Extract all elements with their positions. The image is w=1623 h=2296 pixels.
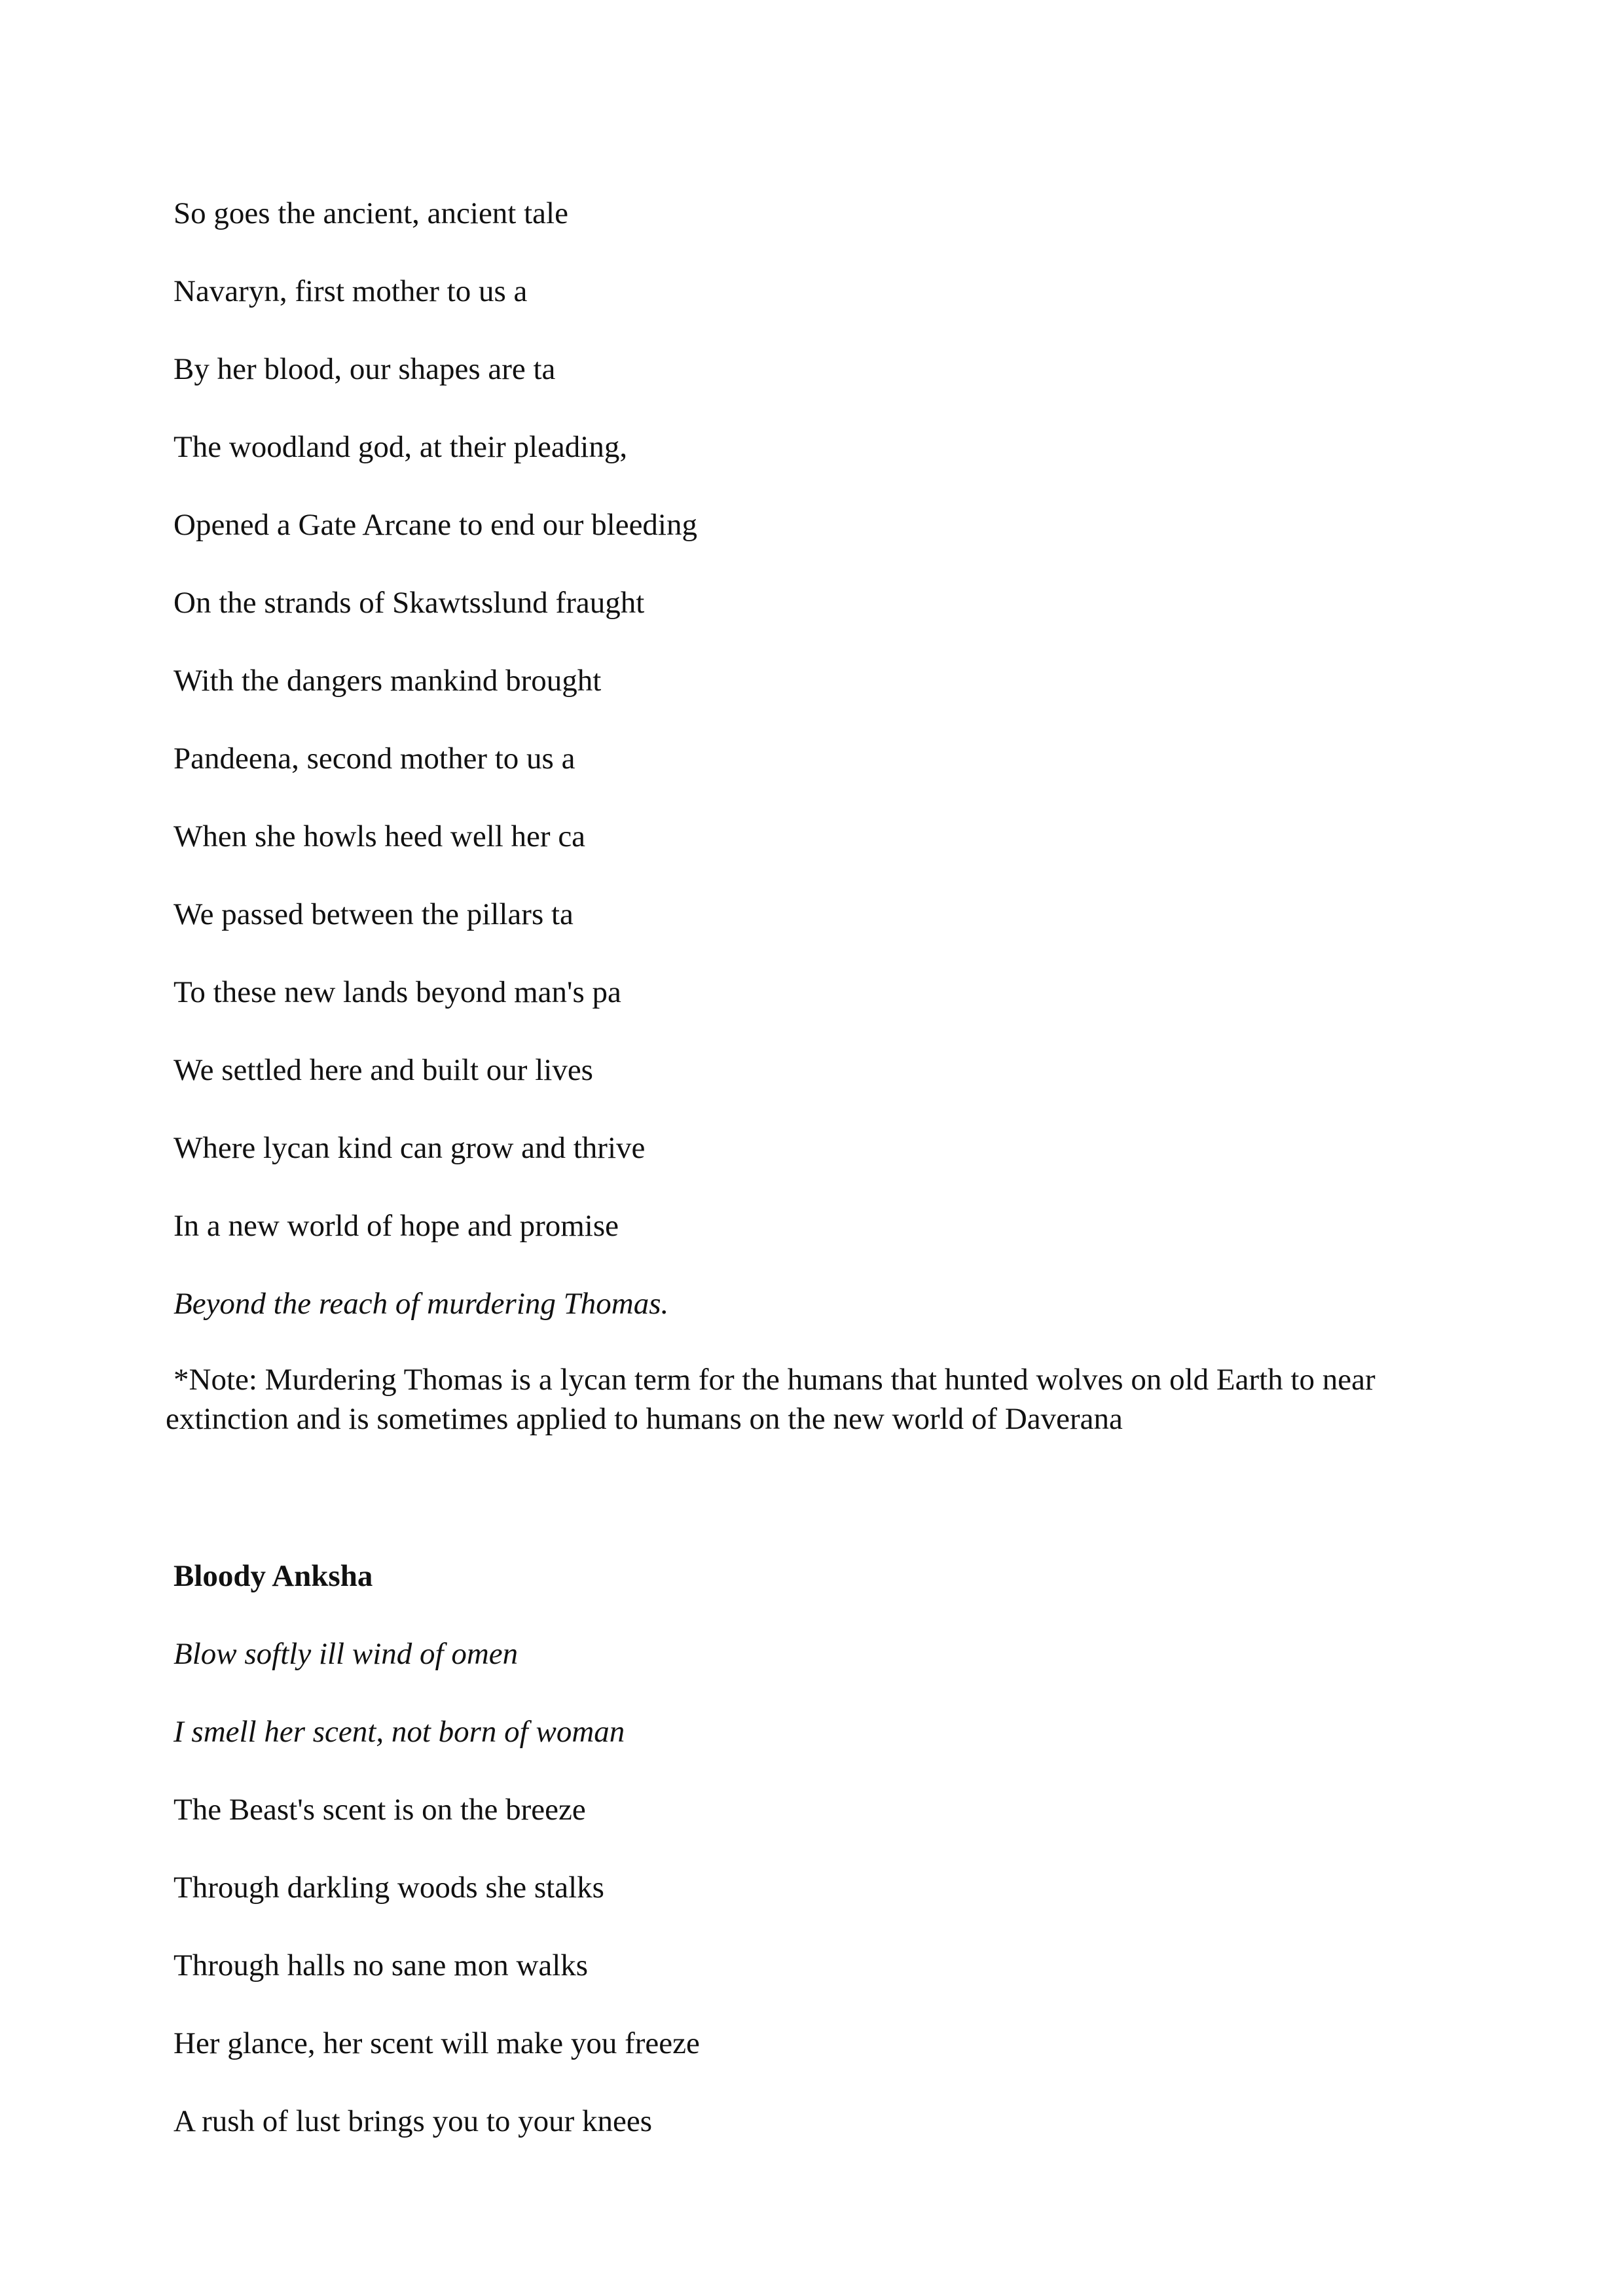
poem-line: With the dangers mankind brought <box>173 664 602 698</box>
poem-line: Her glance, her scent will make you freeze <box>173 2026 700 2060</box>
poem-line: Through darkling woods she stalks <box>173 1871 604 1905</box>
poem-line: So goes the ancient, ancient tale <box>173 196 568 230</box>
poem-line: In a new world of hope and promise <box>173 1209 619 1243</box>
poem-line: On the strands of Skawtsslund fraught <box>173 586 645 620</box>
poem-line: Navaryn, first mother to us a <box>173 274 528 308</box>
footnote-line: extinction and is sometimes applied to humans on the new world of Daverana <box>166 1402 1123 1436</box>
poem-line: To these new lands beyond man's pa <box>173 975 621 1009</box>
poem-closing-line: Beyond the reach of murdering Thomas. <box>173 1287 669 1321</box>
poem-line: We passed between the pillars ta <box>173 897 574 931</box>
footnote-line: *Note: Murdering Thomas is a lycan term for the humans that hunted wolves on old Earth to near <box>173 1363 1376 1397</box>
poem-line: The woodland god, at their pleading, <box>173 430 628 464</box>
footnote <box>166 1360 1475 1439</box>
poem-line: By her blood, our shapes are ta <box>173 352 556 386</box>
poem-line: Through halls no sane mon walks <box>173 1948 589 1982</box>
poem-line: Where lycan kind can grow and thrive <box>173 1131 646 1165</box>
poem-line: When she howls heed well her ca <box>173 819 586 853</box>
poem-line: Blow softly ill wind of omen <box>173 1637 519 1671</box>
poem-line: A rush of lust brings you to your knees <box>173 2104 653 2138</box>
poem-line: The Beast's scent is on the breeze <box>173 1793 586 1827</box>
poem-line: I smell her scent, not born of woman <box>173 1715 625 1749</box>
poem-line: Opened a Gate Arcane to end our bleeding <box>173 508 697 542</box>
poem-title: Bloody Anksha <box>173 1559 373 1593</box>
poem-line: We settled here and built our lives <box>173 1053 593 1087</box>
poem-line: Pandeena, second mother to us a <box>173 742 575 776</box>
